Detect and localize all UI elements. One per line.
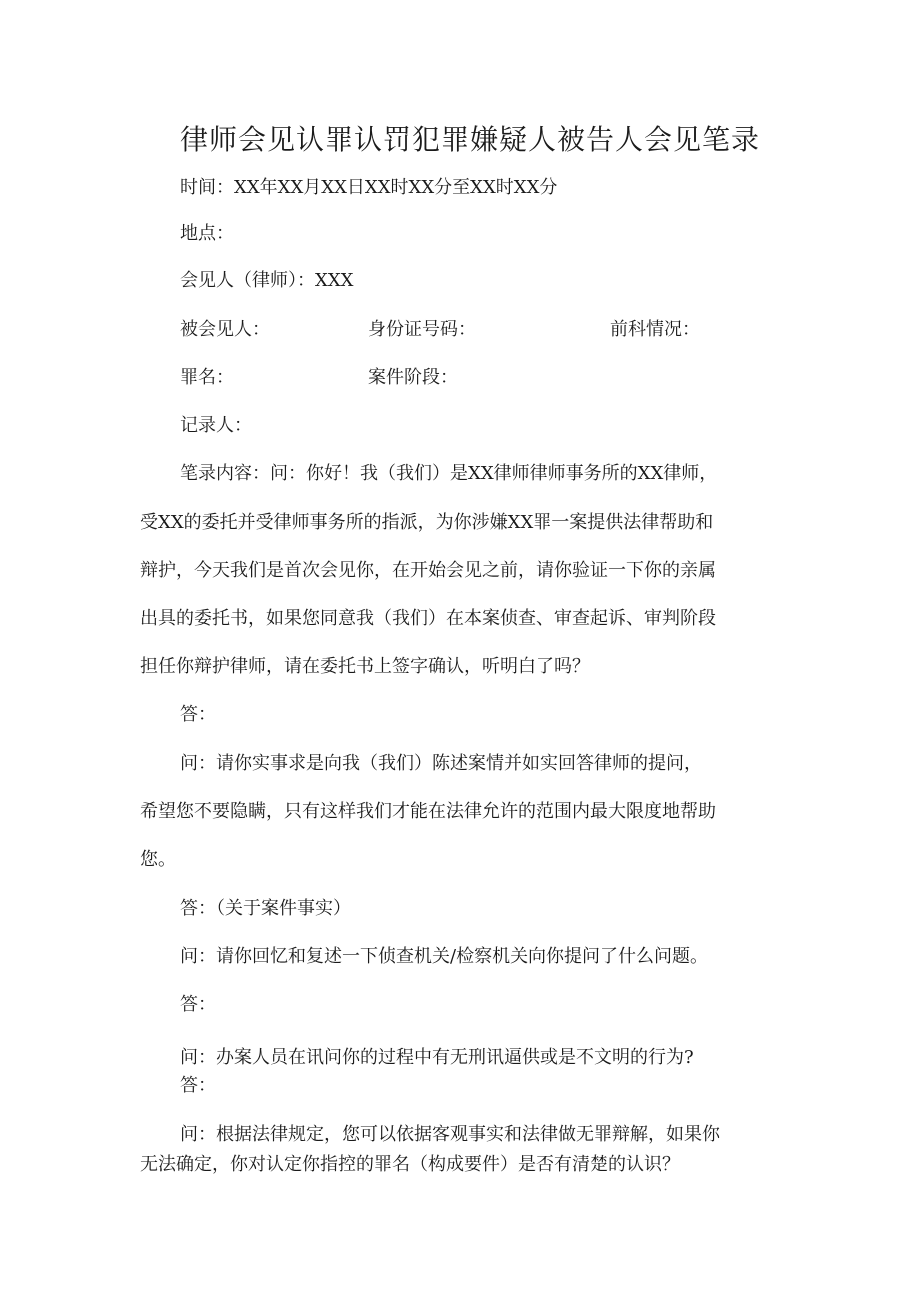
answer-3: 答： (180, 994, 216, 1015)
content-line: 辩护，今天我们是首次会见你，在开始会见之前，请你验证一下你的亲属 (140, 560, 716, 581)
content-line: 笔录内容：问：你好！我（我们）是XX律师律师事务所的XX律师， (180, 463, 718, 484)
time-line: 时间：XX年XX月XX日XX时XX分至XX时XX分 (180, 177, 558, 198)
question-4: 问：办案人员在讯问你的过程中有无刑讯逼供或是不文明的行为? (180, 1047, 694, 1068)
question-5-line: 问：根据法律规定，您可以依据客观事实和法律做无罪辩解，如果你 (180, 1124, 720, 1145)
document-title: 律师会见认罪认罚犯罪嫌疑人被告人会见笔录 (180, 123, 761, 156)
case-stage-label: 案件阶段： (368, 367, 458, 388)
question-2-line: 问：请你实事求是向我（我们）陈述案情并如实回答律师的提问， (180, 753, 702, 774)
id-number-label: 身份证号码： (368, 319, 476, 340)
charge-label: 罪名： (180, 367, 234, 388)
place-label: 地点： (180, 223, 234, 244)
criminal-record-label: 前科情况： (610, 319, 700, 340)
content-line: 出具的委托书，如果您同意我（我们）在本案侦查、审查起诉、审判阶段 (140, 608, 716, 629)
answer-1: 答： (180, 704, 216, 725)
lawyer-line: 会见人（律师）：XXX (180, 270, 354, 291)
content-line: 受XX的委托并受律师事务所的指派，为你涉嫌XX罪一案提供法律帮助和 (140, 512, 714, 533)
question-2-line: 希望您不要隐瞒，只有这样我们才能在法律允许的范围内最大限度地帮助 (140, 801, 716, 822)
recorder-label: 记录人： (180, 415, 252, 436)
question-3: 问：请你回忆和复述一下侦查机关/检察机关向你提问了什么问题。 (180, 946, 709, 967)
question-2-line: 您。 (140, 849, 176, 870)
answer-4: 答： (180, 1075, 216, 1096)
content-line: 担任你辩护律师，请在委托书上签字确认，听明白了吗？ (140, 656, 590, 677)
question-5-line: 无法确定，你对认定你指控的罪名（构成要件）是否有清楚的认识？ (140, 1154, 680, 1175)
answer-2: 答：（关于案件事实） (180, 898, 351, 919)
interviewee-label: 被会见人： (180, 319, 270, 340)
